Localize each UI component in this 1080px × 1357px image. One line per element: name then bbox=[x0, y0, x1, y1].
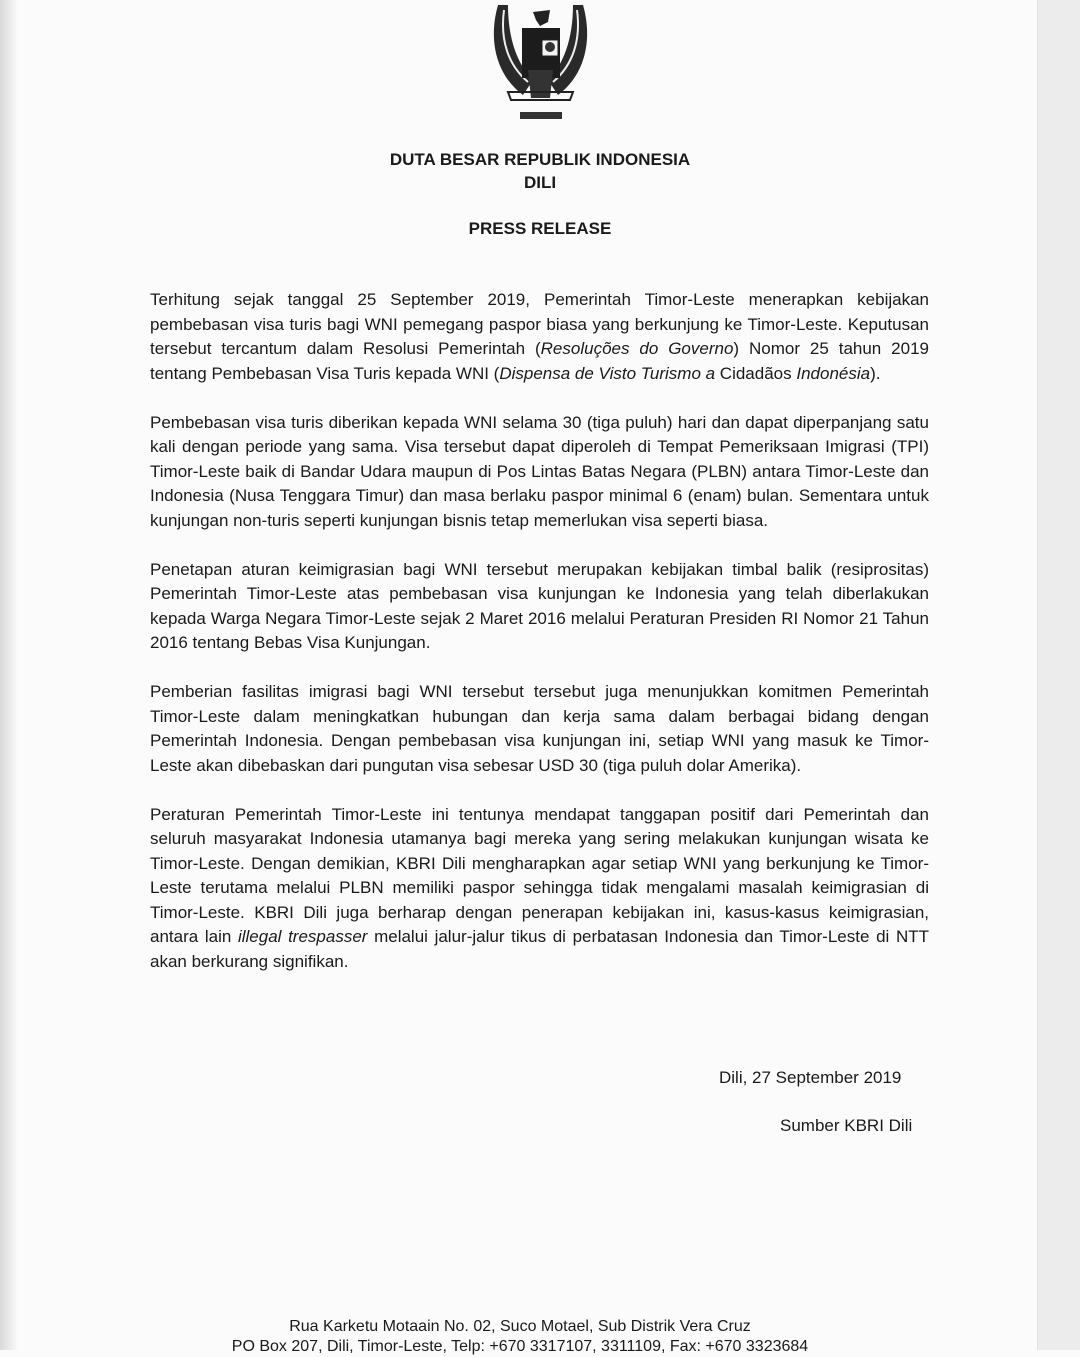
paragraph-2: Pembebasan visa turis diberikan kepada WNI selama 30 (tiga puluh) hari dan dapat diperpanjang satu kali dengan periode yang sama. Visa tersebut dapat diperoleh di Tempat Pemeriksaan Imigrasi (TPI) Timor-Leste baik di Bandar Udara maupun di Pos Lintas Batas Negara (PLBN) antara Timor-Leste dan Indonesia (Nusa Tenggara Timur) dan masa berlaku paspor minimal 6 (enam) bulan. Sementara untuk kunjungan non-turis seperti kunjungan bisnis tetap memerlukan visa seperti biasa. bbox=[150, 412, 929, 530]
text: ) Nomor 25 tahun 2019 tentang Pembebasan Visa Turis kepada WNI ( bbox=[150, 339, 929, 383]
page-edge-right bbox=[1037, 0, 1080, 1350]
footer-contact: PO Box 207, Dili, Timor-Leste, Telp: +670 3317107, 3311109, Fax: +670 3323684 bbox=[231, 1338, 809, 1355]
embassy-city: DILI bbox=[523, 173, 557, 192]
italic-text: Dispensa de Visto Turismo a bbox=[499, 363, 716, 383]
press-release-body bbox=[150, 288, 929, 999]
text: melalui jalur-jalur tikus di perbatasan Indonesia dan Timor-Leste di NTT akan berkurang signifikan. bbox=[150, 927, 929, 971]
footer-address: Rua Karketu Motaain No. 02, Suco Motael, Sub Distrik Vera Cruz bbox=[289, 1318, 751, 1335]
text: ). bbox=[870, 363, 881, 383]
paragraph-1 bbox=[150, 288, 929, 386]
closing-source: Sumber KBRI Dili bbox=[780, 1116, 913, 1135]
embassy-name: DUTA BESAR REPUBLIK INDONESIA bbox=[389, 150, 691, 169]
italic-text: Indonésia bbox=[796, 363, 871, 383]
text: Terhitung sejak tanggal 25 September 2019, Pemerintah Timor-Leste menerapkan kebijakan pembebasan visa turis bagi WNI pemegang paspor biasa yang berkunjung ke Timor-Leste. Keputusan tersebut tercantum dalam Resolusi Pemerintah ( bbox=[150, 290, 929, 358]
paragraph-3: Penetapan aturan keimigrasian bagi WNI tersebut merupakan kebijakan timbal balik (resiprositas) Pemerintah Timor-Leste atas pembebasan visa kunjungan ke Indonesia yang telah diberlakukan kepada Warga Negara Timor-Leste sejak 2 Maret 2016 melalui Peraturan Presiden RI Nomor 21 Tahun 2016 tentang Bebas Visa Kunjungan. bbox=[150, 559, 929, 652]
page-edge-shadow bbox=[0, 0, 18, 1350]
italic-text: illegal trespasser bbox=[237, 927, 368, 946]
text: Cidadãos bbox=[715, 363, 797, 383]
paragraph-5 bbox=[150, 803, 929, 975]
closing-date: Dili, 27 September 2019 bbox=[719, 1068, 902, 1087]
italic-text: Resoluções do Governo bbox=[540, 339, 734, 358]
text: Peraturan Pemerintah Timor-Leste ini tentunya mendapat tanggapan positif dari Pemerintah dan seluruh masyarakat Indonesia utamanya bagi mereka yang sering melakukan kunjungan wisata ke Timor-Leste. Dengan demikian, KBRI Dili mengharapkan agar setiap WNI yang berkunjung ke Timor-Leste terutama melalui PLBN memiliki paspor sehingga tidak mengalami masalah keimigrasian di Timor-Leste. KBRI Dili juga berharap dengan penerapan kebijakan ini, kasus-kasus keimigrasian, antara lain bbox=[150, 804, 929, 946]
garuda-emblem-icon bbox=[478, 0, 603, 128]
document-title: PRESS RELEASE bbox=[468, 219, 612, 238]
paragraph-4: Pemberian fasilitas imigrasi bagi WNI tersebut tersebut juga menunjukkan komitmen Pemerintah Timor-Leste dalam meningkatkan hubungan dan kerja sama dalam berbagai bidang dengan Pemerintah Indonesia. Dengan pembebasan visa kunjungan ini, setiap WNI yang masuk ke Timor-Leste akan dibebaskan dari pungutan visa sebesar USD 30 (tiga puluh dolar Amerika). bbox=[150, 682, 929, 775]
